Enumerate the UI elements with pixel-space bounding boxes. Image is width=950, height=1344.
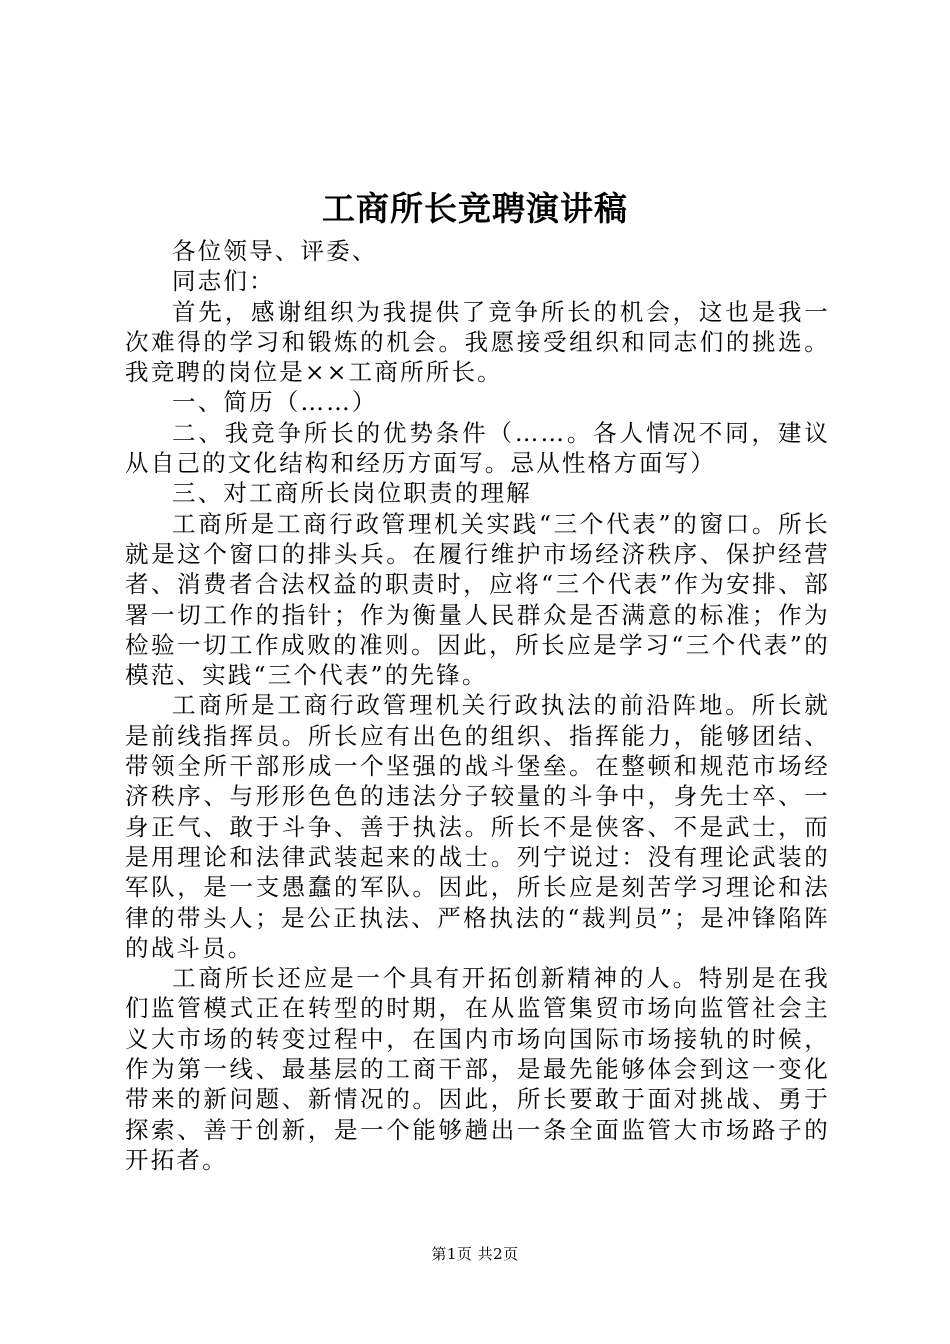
paragraph-intro: 首先，感谢组织为我提供了竞争所长的机会，这也是我一次难得的学习和锻炼的机会。我愿接受组织和同志们的挑选。我竞聘的岗位是××工商所所长。 — [125, 297, 830, 387]
document-body — [125, 236, 830, 1175]
document-title: 工商所长竞聘演讲稿 — [322, 189, 628, 228]
paragraph-salutation-2: 同志们： — [172, 267, 275, 296]
paragraph-innovation: 工商所长还应是一个具有开拓创新精神的人。特别是在我们监管模式正在转型的时期，在从监管集贸市场向监管社会主义大市场的转变过程中，在国内市场向国际市场接轨的时候，作为第一线、最基层的工商干部，是最先能够体会到这一变化带来的新问题、新情况的。因此，所长要敢于面对挑战、勇于探索、善于创新，是一个能够趟出一条全面监管大市场路子的开拓者。 — [125, 964, 830, 1174]
paragraph-window: 工商所是工商行政管理机关实践“三个代表”的窗口。所长就是这个窗口的排头兵。在履行维护市场经济秩序、保护经营者、消费者合法权益的职责时，应将“三个代表”作为安排、部署一切工作的指针；作为衡量人民群众是否满意的标准；作为检验一切工作成败的准则。因此，所长应是学习“三个代表”的模范、实践“三个代表”的先锋。 — [125, 509, 830, 690]
section-heading-understanding: 三、对工商所长岗位职责的理解 — [172, 479, 532, 508]
paragraph-salutation-1: 各位领导、评委、 — [172, 237, 378, 265]
section-heading-resume: 一、简历（……） — [172, 388, 378, 417]
section-heading-advantages: 二、我竞争所长的优势条件（……。各人情况不同，建议从自己的文化结构和经历方面写。忌从性格方面写） — [125, 418, 830, 478]
page-footer: 第1页 共2页 — [431, 1245, 519, 1263]
paragraph-frontline: 工商所是工商行政管理机关行政执法的前沿阵地。所长就是前线指挥员。所长应有出色的组织、指挥能力，能够团结、带领全所干部形成一个坚强的战斗堡垒。在整顿和规范市场经济秩序、与形形色色的违法分子较量的斗争中，身先士卒、一身正气、敢于斗争、善于执法。所长不是侠客、不是武士，而是用理论和法律武装起来的战士。列宁说过：没有理论武装的军队，是一支愚蠢的军队。因此，所长应是刻苦学习理论和法律的带头人；是公正执法、严格执法的“裁判员”；是冲锋陷阵的战斗员。 — [125, 691, 830, 962]
